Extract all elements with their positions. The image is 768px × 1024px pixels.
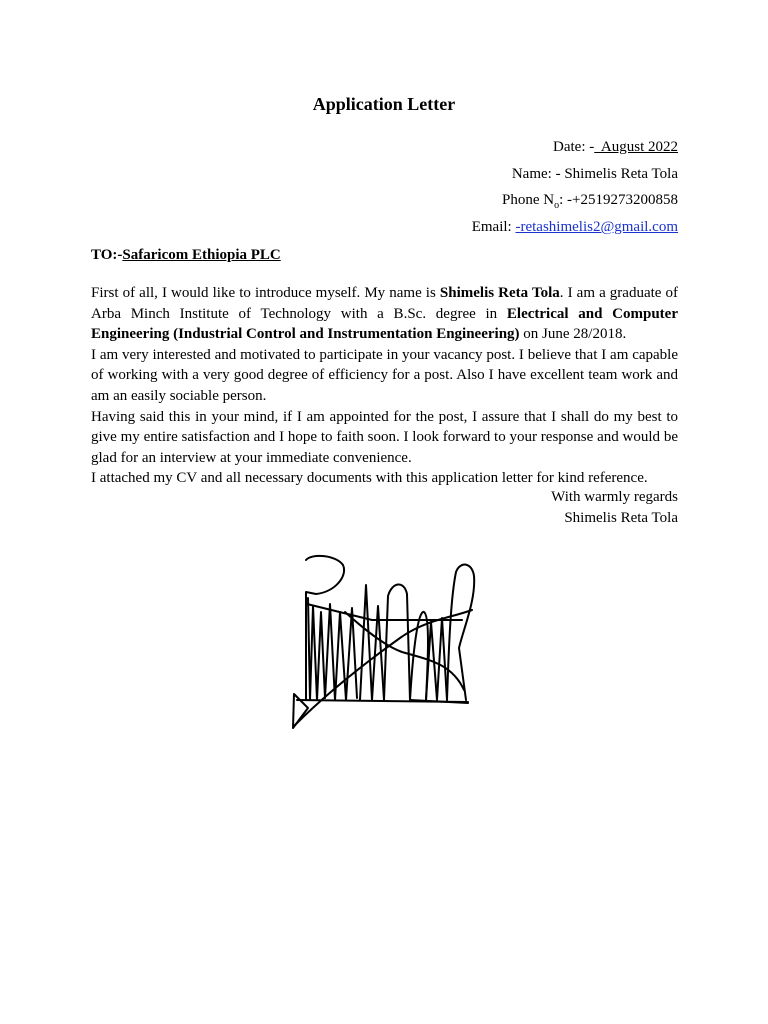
handwritten-signature	[288, 550, 488, 740]
email-label: Email:	[471, 219, 516, 236]
email-line	[300, 216, 678, 243]
name-line: Name: - Shimelis Reta Tola	[511, 165, 678, 182]
date-value: August 2022	[594, 139, 678, 155]
paragraph-assurance: Having said this in your mind, if I am appointed for the post, I assure that I shall do my best to give my entire satisfaction and I hope to faith soon. I look forward to your response and would be glad for an interview at your immediate convenience.	[91, 408, 678, 466]
date-label: Date: -	[553, 139, 595, 155]
recipient-name: Safaricom Ethiopia PLC	[122, 247, 281, 263]
letter-body	[91, 283, 678, 489]
intro-text-1: First of all, I would like to introduce myself. My name is	[91, 285, 440, 301]
applicant-name-bold: Shimelis Reta Tola	[439, 285, 560, 301]
closing-block	[400, 487, 678, 528]
paragraph-attachments: I attached my CV and all necessary documents with this application letter for kind reference.	[91, 470, 648, 487]
recipient-line	[91, 244, 281, 266]
letter-header	[300, 136, 678, 243]
recipient-label: TO:-	[91, 247, 123, 263]
phone-line	[300, 189, 678, 216]
intro-text-2: . I am a graduate of Arba Minch Institute of Technology with a B.Sc. degree in	[91, 285, 679, 322]
degree-bold: Electrical and Computer Engineering (Industrial Control and Instrumentation Engineering)	[91, 305, 678, 343]
paragraph-motivation: I am very interested and motivated to participate in your vacancy post. I believe that I am capable of working with a very good degree of efficiency for a post. Also I have excellent team work and am an easily sociable person.	[91, 346, 678, 404]
paragraph-introduction	[91, 283, 678, 345]
phone-value: : -+2519273200858	[559, 192, 678, 209]
closing-regards: With warmly regards	[551, 489, 678, 505]
intro-text-3: on June 28/2018.	[519, 326, 627, 343]
closing-name: Shimelis Reta Tola	[564, 509, 678, 526]
date-line	[300, 136, 678, 163]
letter-title: Application Letter	[312, 94, 456, 114]
phone-label: Phone N	[502, 192, 555, 209]
phone-label-subscript: o	[554, 200, 560, 212]
email-link[interactable]: -retashimelis2@gmail.com	[515, 219, 678, 236]
